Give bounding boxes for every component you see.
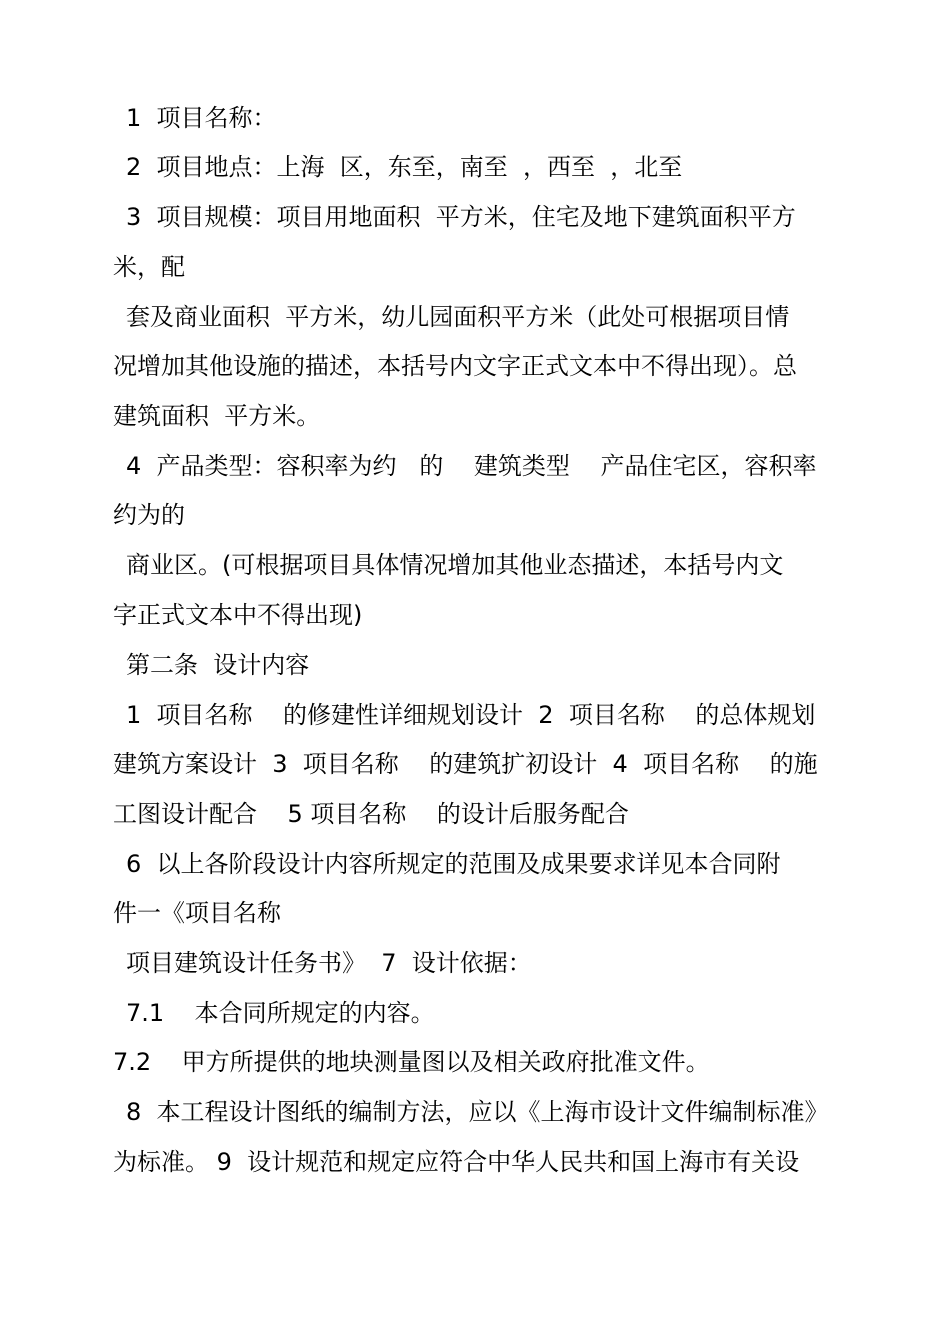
text-line: 2 项目地点：上海 区，东至，南至 ，西至 ，北至 [126,153,683,181]
text-line: 6 以上各阶段设计内容所规定的范围及成果要求详见本合同附 [126,850,781,878]
text-line: 3 项目规模：项目用地面积 平方米，住宅及地下建筑面积平方 [126,203,796,231]
text-line: 1 项目名称 的修建性详细规划设计 2 项目名称 的总体规划 [126,701,816,729]
section-heading: 第二条 设计内容 [126,651,310,679]
text-line: 件一《项目名称 [113,899,281,927]
text-line: 4 产品类型：容积率为约 的 建筑类型 产品住宅区，容积率 [126,452,817,480]
text-line: 7.1 本合同所规定的内容。 [126,999,435,1027]
text-line: 建筑方案设计 3 项目名称 的建筑扩初设计 4 项目名称 的施 [113,750,818,778]
text-line: 1 项目名称： [126,104,277,132]
text-line: 项目建筑设计任务书》 7 设计依据： [126,949,532,977]
text-line: 建筑面积 平方米。 [113,402,321,430]
text-line: 工图设计配合 5 项目名称 的设计后服务配合 [113,800,629,828]
text-line: 约为的 [113,501,185,529]
text-line: 米，配 [113,253,185,281]
text-line: 7.2 甲方所提供的地块测量图以及相关政府批准文件。 [113,1048,710,1076]
text-line: 8 本工程设计图纸的编制方法，应以《上海市设计文件编制标准》 [126,1098,829,1126]
text-line: 况增加其他设施的描述，本括号内文字正式文本中不得出现）。总 [113,352,797,380]
text-line: 套及商业面积 平方米，幼儿园面积平方米（此处可根据项目情 [126,303,790,331]
text-line: 为标准。 9 设计规范和规定应符合中华人民共和国上海市有关设 [113,1148,800,1176]
text-line: 商业区。(可根据项目具体情况增加其他业态描述，本括号内文 [126,551,784,579]
text-line: 字正式文本中不得出现) [113,601,363,629]
